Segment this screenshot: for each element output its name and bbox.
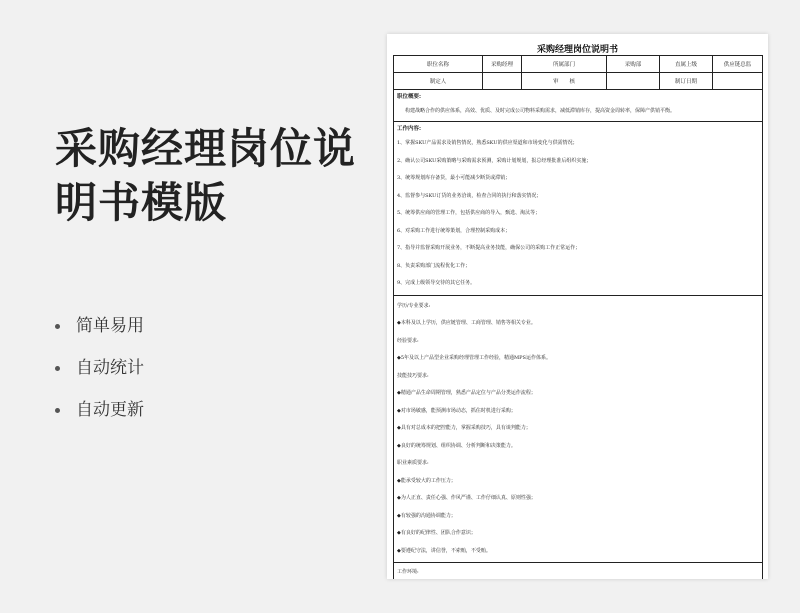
duty-line: 3、统筹规划库存备货，最小可能减少断货或滞销； [397,175,511,181]
requirement-line: ◆对市场敏感，能预测市场动态，抓住时机进行采购； [397,407,516,414]
partial-heading: 工作环境: [397,569,419,575]
section-heading: 职位概要: [397,94,422,100]
requirement-line: 技能技巧要求: [397,372,429,379]
duty-line: 6、对采购工作进行统筹策划，合理控制采购成本； [397,227,511,234]
document-title: 采购经理岗位说明书 [536,45,618,55]
header-cell [713,73,762,89]
partial-section [394,563,762,579]
feature-item [55,312,144,354]
feature-label: 自动更新 [76,400,144,420]
header-cell: 采购经理 [483,56,522,72]
bullet-dot [55,408,60,413]
header-cell [607,73,660,89]
header-cell: 所属部门 [522,56,607,72]
requirement-line: ◆本科及以上学历，供应链管理、工商管理、销售等相关专业。 [397,320,536,326]
requirement-line: ◆能承受较大的工作压力； [397,477,456,484]
bullet-dot [55,324,60,329]
requirement-line: ◆精通产品生命周期管理，熟悉产品定位与产品分类运作流程； [397,390,536,396]
overview-section [394,90,762,122]
requirement-line: 职业素质要求: [397,460,429,466]
feature-label: 自动统计 [76,358,144,378]
duty-line: 9、完成上级领导交待的其它任务。 [397,280,476,286]
header-cell: 供应链总监 [723,62,752,68]
requirements-section [394,296,762,564]
feature-item [55,396,144,438]
header-row [394,56,762,73]
feature-list [55,312,144,438]
header-row [394,73,762,90]
duty-line: 1、掌握SKU产品需求及销售情况，熟悉SKU的供应渠道和市场变化与供需情况； [397,140,578,146]
requirement-line: ◆要遵纪守法，讲信誉，不索贿，不受贿。 [397,547,491,554]
feature-item [55,354,144,396]
duty-line: 8、负责采购部门流程优化工作； [397,262,471,269]
requirement-line: ◆良好的统筹规划、组织协调、分析判断和决策能力。 [397,442,516,449]
document-preview [387,34,768,579]
overview-text: 构建战略合作的供应体系，高效、优质、及时完成公司物料采购需求，减低滞销库存，提高资金周转率，保障产供销平衡。 [405,108,676,114]
duty-line: 5、统筹供应商的管理工作，包括供应商的导入，甄选、淘汰等； [397,210,541,216]
header-cell: 审 核 [522,73,607,89]
requirement-line: ◆有较强的沟通协调能力； [397,512,456,519]
requirement-line: ◆有良好的纪律性、团队合作意识； [397,530,476,536]
header-cell: 采购部 [607,56,660,72]
header-cell: 制定人 [394,73,483,89]
header-cell: 职位名称 [394,56,483,72]
duties-section [394,122,762,296]
duty-line: 7、指导并监督采购开展业务，不断提高业务技能，确保公司的采购工作正常运作； [397,245,581,251]
requirement-line: ◆5年及以上产品型企业采购经理管理工作经验，精通MPS运作体系。 [397,355,551,361]
requirement-line: ◆为人正直、责任心强、作风严谨、工作仔细认真、原则性强； [397,495,536,501]
requirement-line: ◆具有对总成本的把控能力，掌握采购技巧，具有谈判能力； [397,425,531,431]
requirement-line: 经验要求: [397,337,419,344]
job-description-table [393,55,763,579]
page-headline: 采购经理岗位说明书模版 [55,124,357,227]
header-cell [483,73,522,89]
duty-line: 2、确认公司SKU采购策略与采购需求预测，采购计划规划，报总经理批准后组织实施； [397,157,592,164]
requirement-line: 学历/专业要求: [397,302,431,309]
header-cell: 制订日期 [660,73,713,89]
feature-label: 简单易用 [76,316,144,336]
bullet-dot [55,366,60,371]
section-heading: 工作内容: [397,126,422,132]
duty-line: 4、监督参与SKU订货的业务洽谈，检查合同的执行和落实情况； [397,192,542,199]
header-cell: 直属上级 [660,56,713,72]
